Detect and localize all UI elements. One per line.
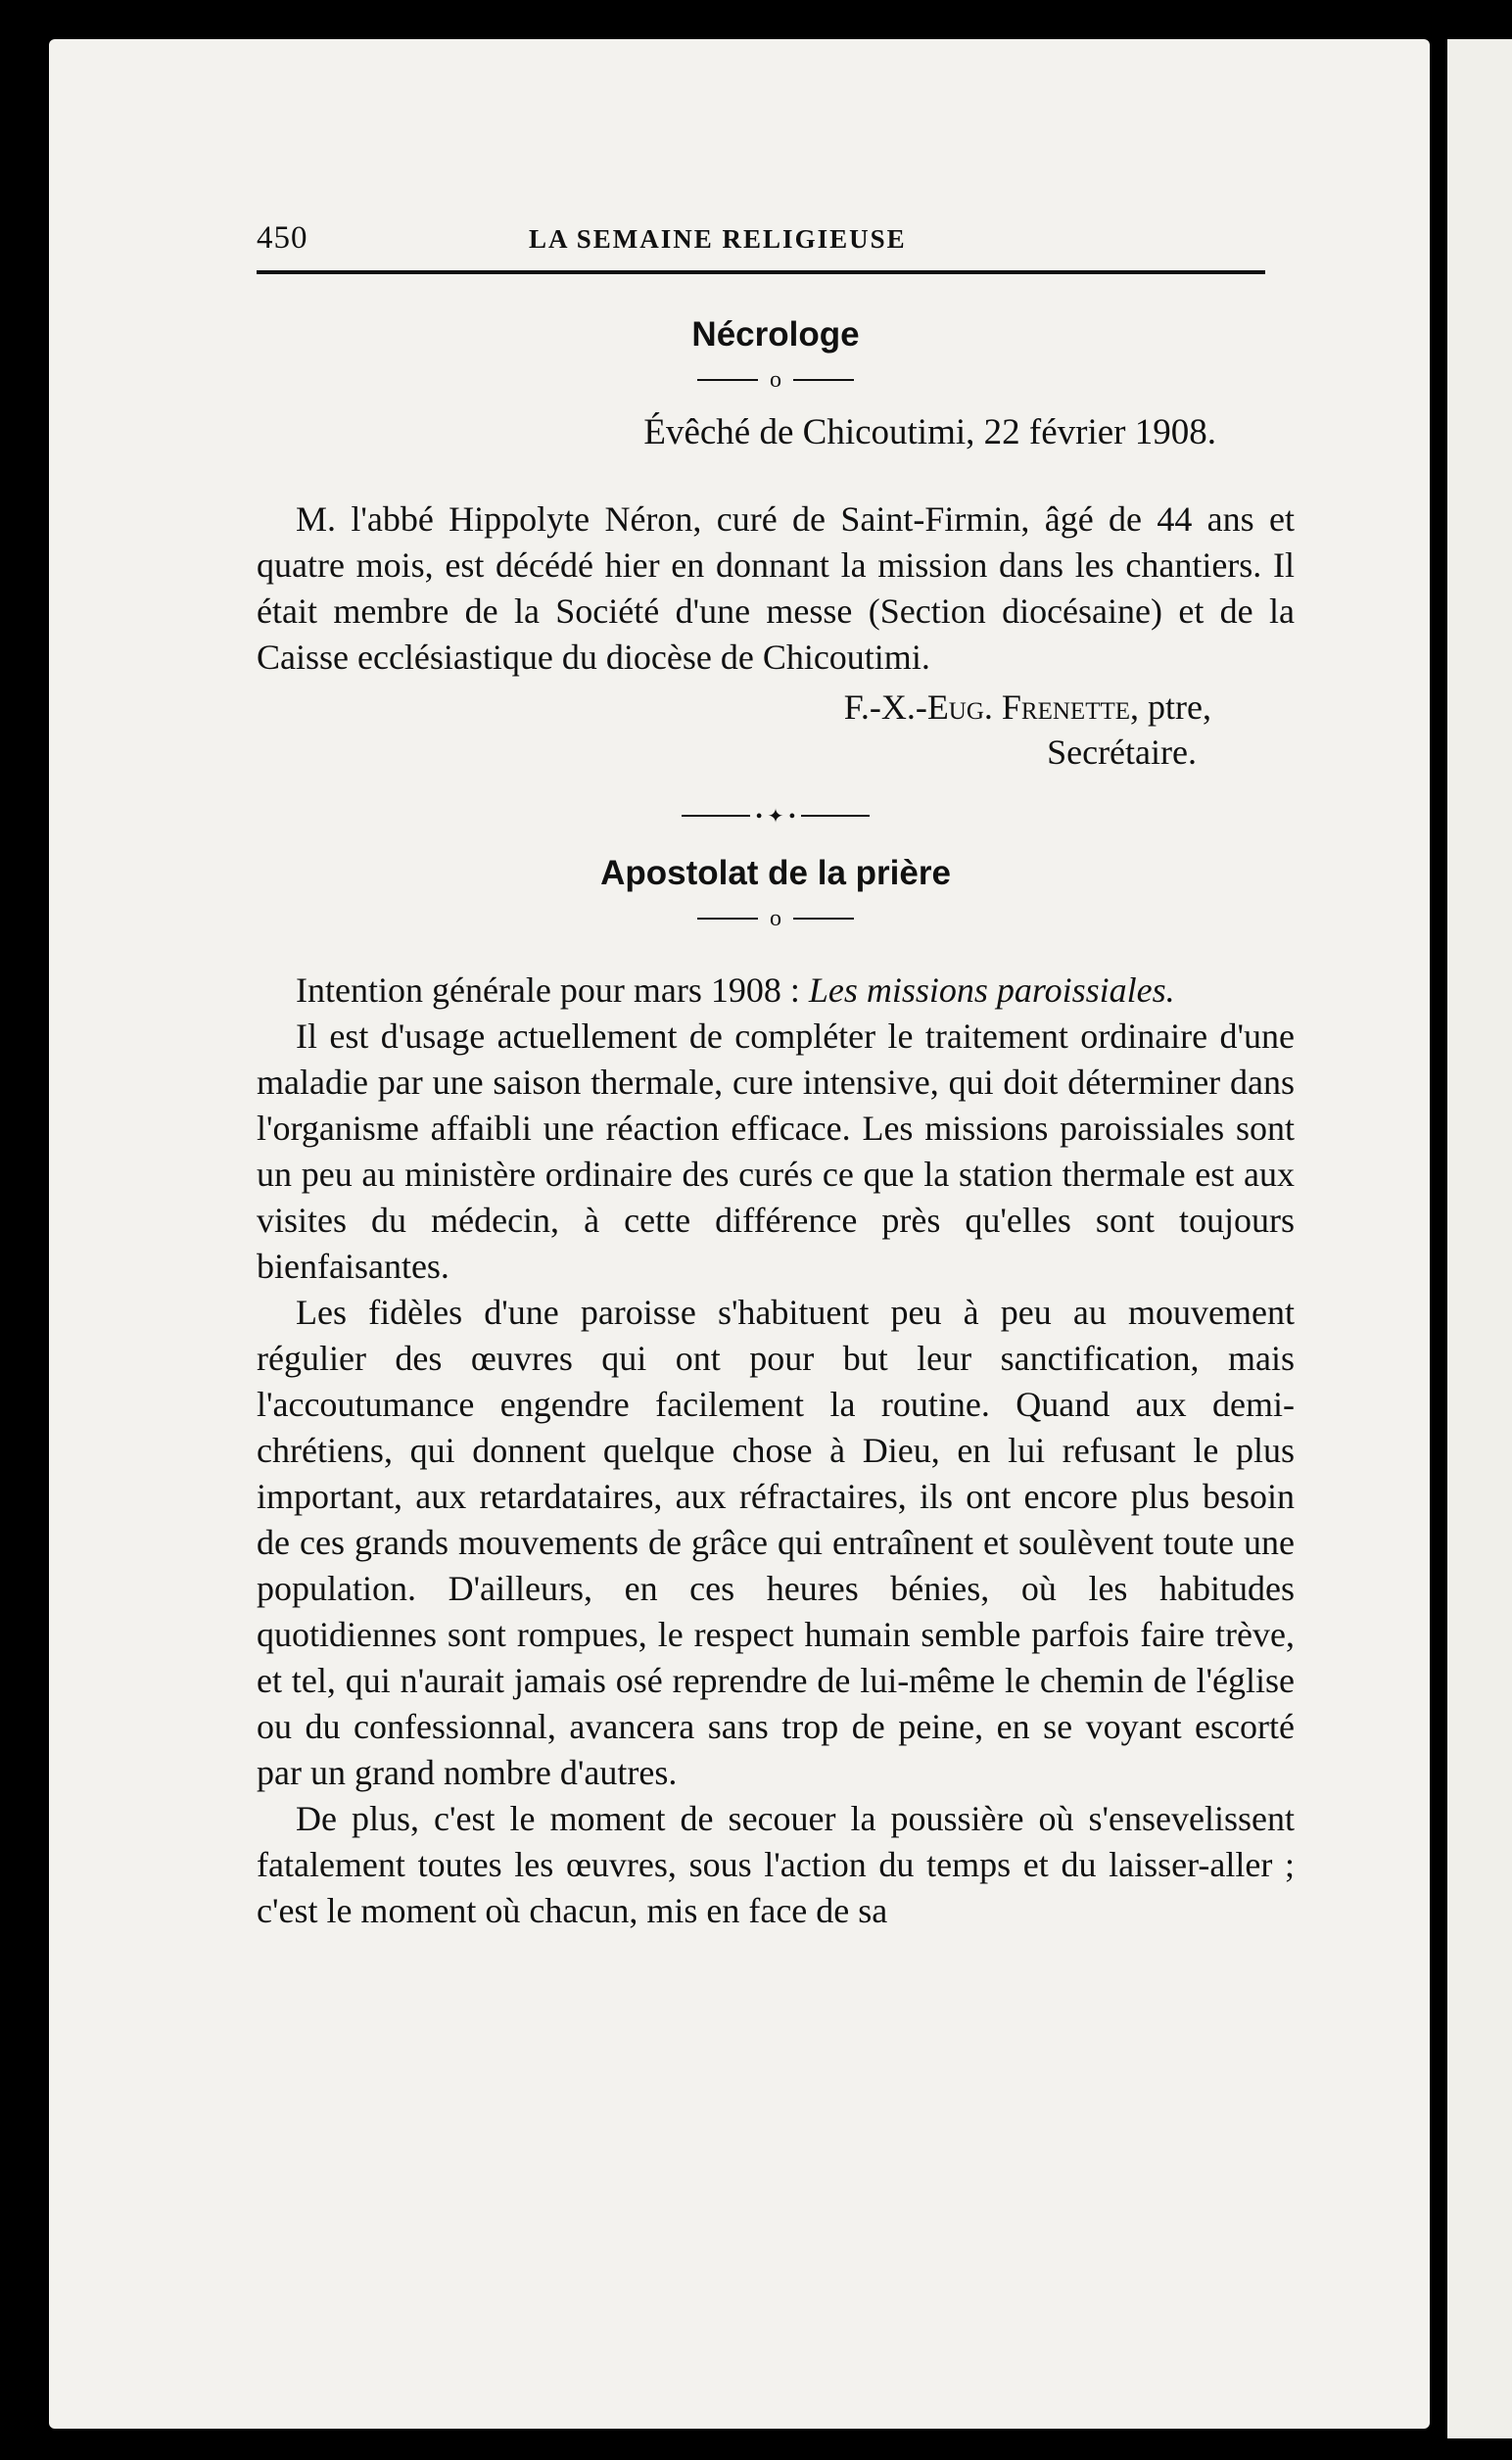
body-paragraph: Il est d'usage actuellement de compléter le traitement ordinaire d'une maladie par une saison thermale, cure intensive, qui doit déterminer dans l'organisme affaibli une réaction efficace. Les missions paroissiales sont un peu au ministère ordinaire des curés ce que la station thermale est aux visites du médecin, à cette différence près qu'elles sont toujours bienfaisantes. <box>257 1016 1295 1286</box>
dateline: Évêché de Chicoutimi, 22 février 1908. <box>643 411 1216 452</box>
body-paragraph: De plus, c'est le moment de secouer la poussière où s'ensevelissent fatalement toutes les œuvres, sous l'action du temps et du laisser-aller ; c'est le moment où chacun, mis en face de sa <box>257 1798 1295 1930</box>
signature-name: F.-X.-Eug. Frenette, ptre, <box>843 686 1211 727</box>
title-ornament: o <box>257 366 1295 394</box>
header-rule <box>257 270 1265 274</box>
body-paragraph: Les fidèles d'une paroisse s'habituent peu à peu au mouvement régulier des œuvres qui ont pour but leur sanctification, mais l'accoutumance engendre facilement la routine. Quand aux demi-chrétiens, qui donnent quelque chose à Dieu, en lui refusant le plus important, aux retardataires, aux réfractaires, ils ont encore plus besoin de ces grands mouvements de grâce qui entraînent et soulèvent toute une population. D'ailleurs, en ces heures bénies, où les habitudes quotidiennes sont rompues, le respect humain semble parfois faire trève, et tel, qui n'aurait jamais osé reprendre de lui-même le chemin de l'église ou du confessionnal, avancera sans trop de peine, en se voyant escorté par un grand nombre d'autres. <box>257 1292 1295 1792</box>
section-divider: • ✦ • <box>257 804 1295 828</box>
signature-role: Secrétaire. <box>1047 732 1197 772</box>
necrologe-paragraph: M. l'abbé Hippolyte Néron, curé de Saint-Firmin, âgé de 44 ans et quatre mois, est décédé hier en donnant la mission dans les chantiers. Il était membre de la Société d'une messe (Section diocésaine) et de la Caisse ecclésiastique du diocèse de Chicoutimi. <box>257 498 1295 677</box>
page-number: 450 <box>257 220 308 256</box>
running-title: LA SEMAINE RELIGIEUSE <box>529 224 907 254</box>
apostolat-title: Apostolat de la prière <box>600 853 951 892</box>
adjacent-page-edge <box>1447 39 1512 2438</box>
necrologe-title: Nécrologe <box>691 315 860 354</box>
running-header <box>257 220 1295 257</box>
page-content <box>257 220 1295 1934</box>
intention-paragraph: Intention générale pour mars 1908 : Les missions paroissiales. <box>296 970 1175 1010</box>
title-ornament: o <box>257 905 1295 932</box>
